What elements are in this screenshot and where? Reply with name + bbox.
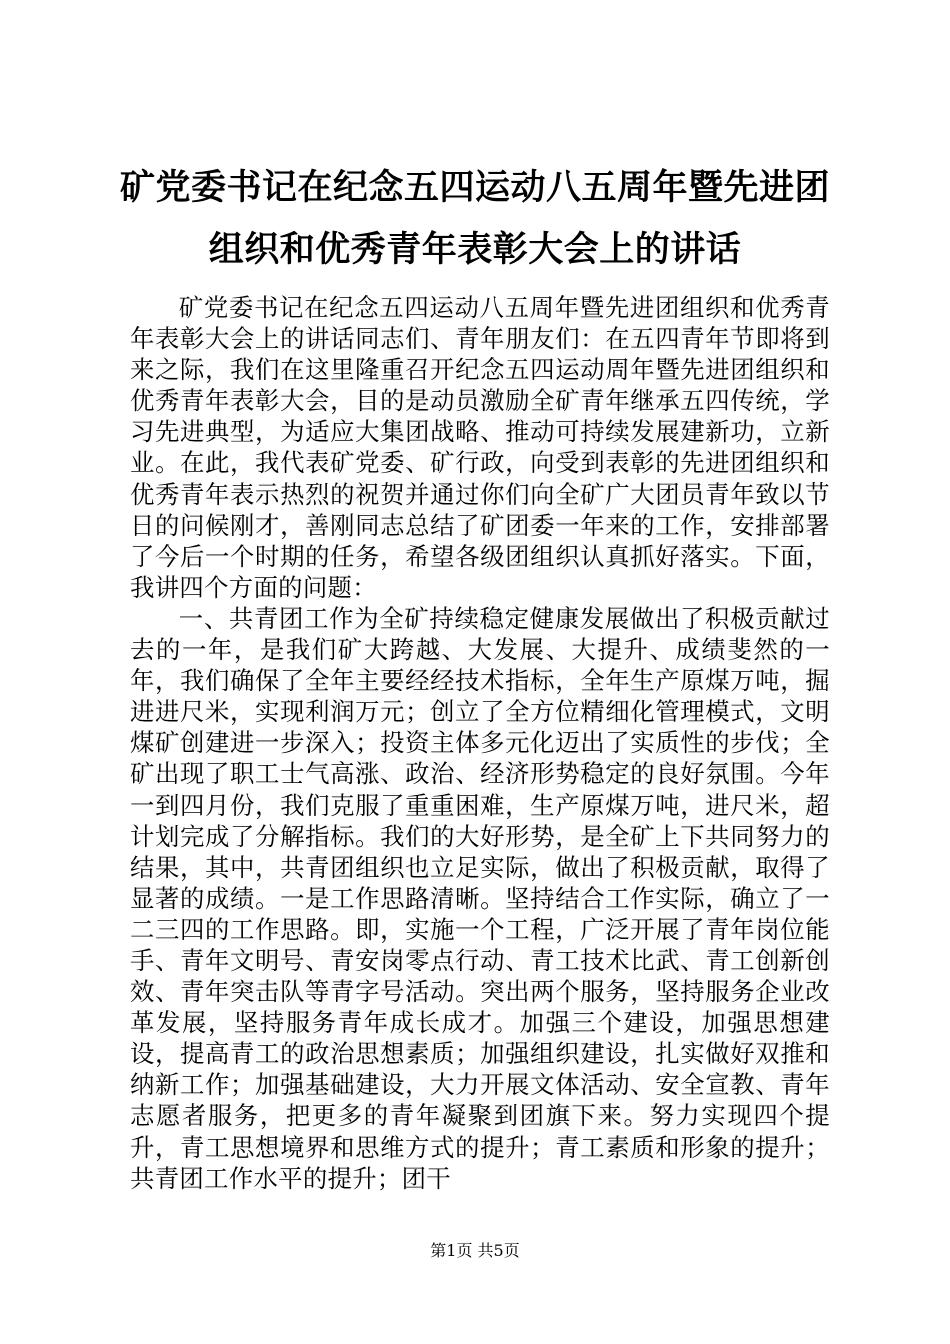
page-number-footer: 第1页 共5页: [430, 1241, 520, 1260]
document-body: [130, 292, 830, 1194]
paragraph-1: 矿党委书记在纪念五四运动八五周年暨先进团组织和优秀青年表彰大会上的讲话同志们、青年朋友们：在五四青年节即将到来之际，我们在这里隆重召开纪念五四运动周年暨先进团组织和优秀青年表彰大会，目的是动员激励全矿青年继承五四传统，学习先进典型，为适应大集团战略、推动可持续发展建新功，立新业。在此，我代表矿党委、矿行政，向受到表彰的先进团组织和优秀青年表示热烈的祝贺并通过你们向全矿广大团员青年致以节日的问候刚才，善刚同志总结了矿团委一年来的工作，安排部署了今后一个时期的任务，希望各级团组织认真抓好落实。下面，我讲四个方面的问题：: [130, 293, 830, 602]
document-title-line-1: 矿党委书记在纪念五四运动八五周年暨先进团: [119, 168, 830, 208]
document-title-line-2: 组织和优秀青年表彰大会上的讲话: [208, 230, 742, 270]
paragraph-2: 一、共青团工作为全矿持续稳定健康发展做出了积极贡献过去的一年，是我们矿大跨越、大发展、大提升、成绩斐然的一年，我们确保了全年主要经经技术指标，全年生产原煤万吨，掘进进尺米，实现利润万元；创立了全方位精细化管理模式，文明煤矿创建进一步深入；投资主体多元化迈出了实质性的步伐；全矿出现了职工士气高涨、政治、经济形势稳定的良好氛围。今年一到四月份，我们克服了重重困难，生产原煤万吨，进尺米，超计划完成了分解指标。我们的大好形势，是全矿上下共同努力的结果，其中，共青团组织也立足实际，做出了积极贡献，取得了显著的成绩。一是工作思路清晰。坚持结合工作实际，确立了一二三四的工作思路。即，实施一个工程，广泛开展了青年岗位能手、青年文明号、青安岗零点行动、青工技术比武、青工创新创效、青年突击队等青字号活动。突出两个服务，坚持服务企业改革发展，坚持服务青年成长成才。加强三个建设，加强思想建设，提高青工的政治思想素质；加强组织建设，扎实做好双推和纳新工作；加强基础建设，大力开展文体活动、安全宣教、青年志愿者服务，把更多的青年凝聚到团旗下来。努力实现四个提升，青工思想境界和思维方式的提升；青工素质和形象的提升；共青团工作水平的提升；团干: [130, 603, 830, 1193]
